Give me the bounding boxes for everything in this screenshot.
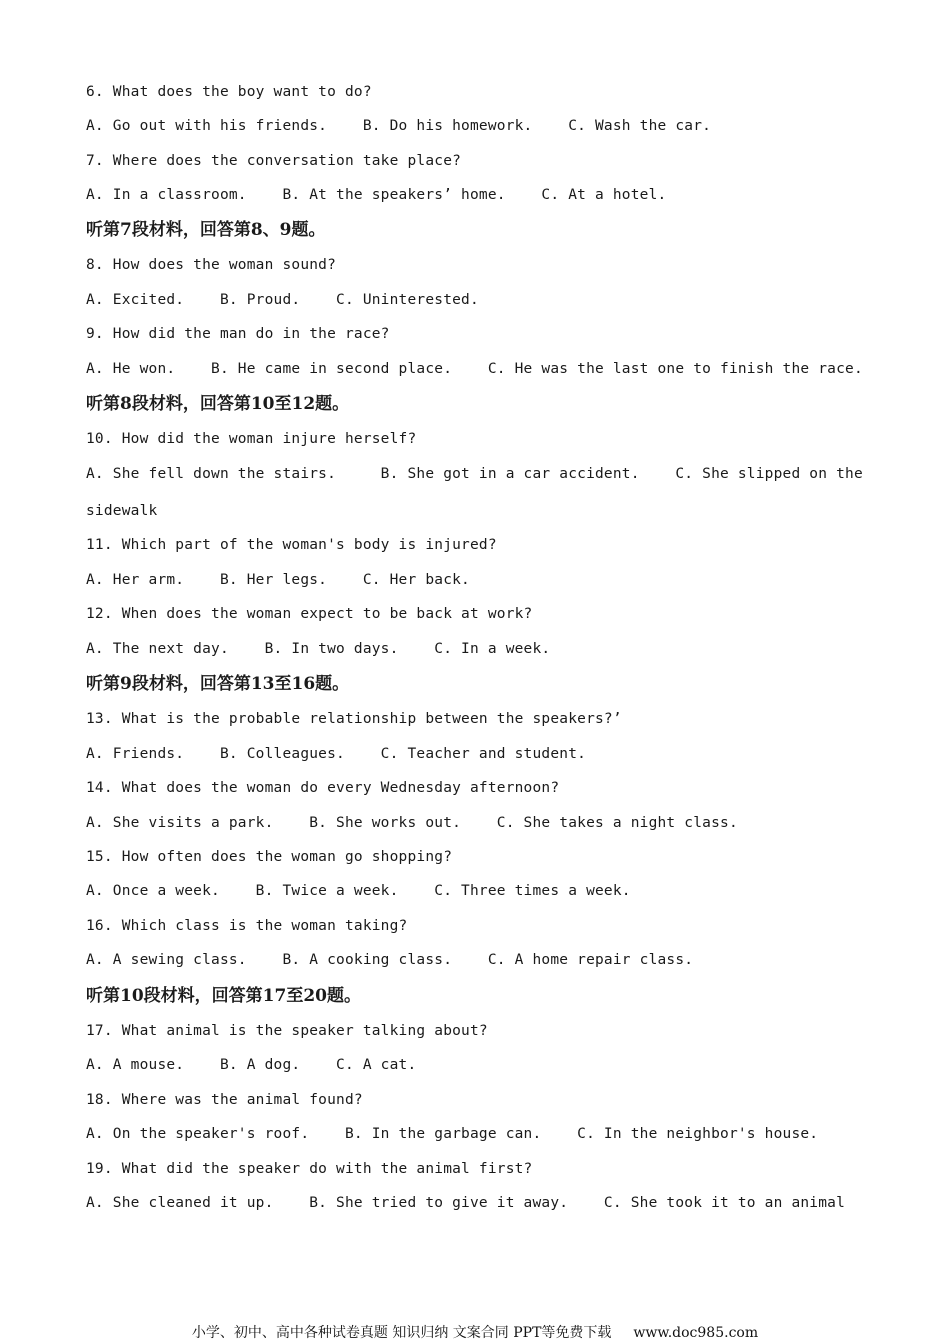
footer-link[interactable]: www.doc985.com [633, 1325, 759, 1341]
question-8-options: A. Excited. B. Proud. C. Uninterested. [86, 292, 479, 308]
question-19: 19. What did the speaker do with the animal first? [86, 1161, 533, 1177]
question-17: 17. What animal is the speaker talking about? [86, 1023, 488, 1039]
section-heading-7: 听第7段材料，回答第8、9题。 [86, 220, 326, 240]
section-heading-9: 听第9段材料，回答第13至16题。 [86, 674, 350, 694]
question-19-options: A. She cleaned it up. B. She tried to give it away. C. She took it to an animal [86, 1195, 846, 1211]
question-13-options: A. Friends. B. Colleagues. C. Teacher and student. [86, 746, 587, 762]
question-13: 13. What is the probable relationship between the speakers?’ [86, 711, 622, 727]
question-14-options: A. She visits a park. B. She works out. C. She takes a night class. [86, 815, 738, 831]
question-10-options: A. She fell down the stairs. B. She got in a car accident. C. She slipped on the [86, 466, 863, 482]
question-12: 12. When does the woman expect to be back at work? [86, 606, 533, 622]
question-16: 16. Which class is the woman taking? [86, 918, 408, 934]
question-9-options: A. He won. B. He came in second place. C. He was the last one to finish the race. [86, 361, 863, 377]
question-12-options: A. The next day. B. In two days. C. In a week. [86, 641, 551, 657]
question-15: 15. How often does the woman go shopping? [86, 849, 453, 865]
question-7-options: A. In a classroom. B. At the speakers’ home. C. At a hotel. [86, 187, 667, 203]
question-10: 10. How did the woman injure herself? [86, 431, 417, 447]
question-11: 11. Which part of the woman's body is injured? [86, 537, 497, 553]
section-heading-10: 听第10段材料，回答第17至20题。 [86, 986, 361, 1006]
section-heading-8: 听第8段材料，回答第10至12题。 [86, 394, 350, 414]
question-6: 6. What does the boy want to do? [86, 84, 372, 100]
question-8: 8. How does the woman sound? [86, 257, 337, 273]
question-17-options: A. A mouse. B. A dog. C. A cat. [86, 1057, 417, 1073]
question-9: 9. How did the man do in the race? [86, 326, 390, 342]
question-15-options: A. Once a week. B. Twice a week. C. Three times a week. [86, 883, 631, 899]
question-10-options-continued: sidewalk [86, 503, 158, 519]
question-18: 18. Where was the animal found? [86, 1092, 363, 1108]
question-18-options: A. On the speaker's roof. B. In the garbage can. C. In the neighbor's house. [86, 1126, 819, 1142]
question-6-options: A. Go out with his friends. B. Do his homework. C. Wash the car. [86, 118, 712, 134]
footer-text: 小学、初中、高中各种试卷真题 知识归纳 文案合同 PPT等免费下载 [191, 1325, 612, 1341]
question-11-options: A. Her arm. B. Her legs. C. Her back. [86, 572, 470, 588]
page-footer [0, 1323, 950, 1343]
question-14: 14. What does the woman do every Wednesday afternoon? [86, 780, 560, 796]
question-7: 7. Where does the conversation take place? [86, 153, 462, 169]
question-16-options: A. A sewing class. B. A cooking class. C. A home repair class. [86, 952, 694, 968]
